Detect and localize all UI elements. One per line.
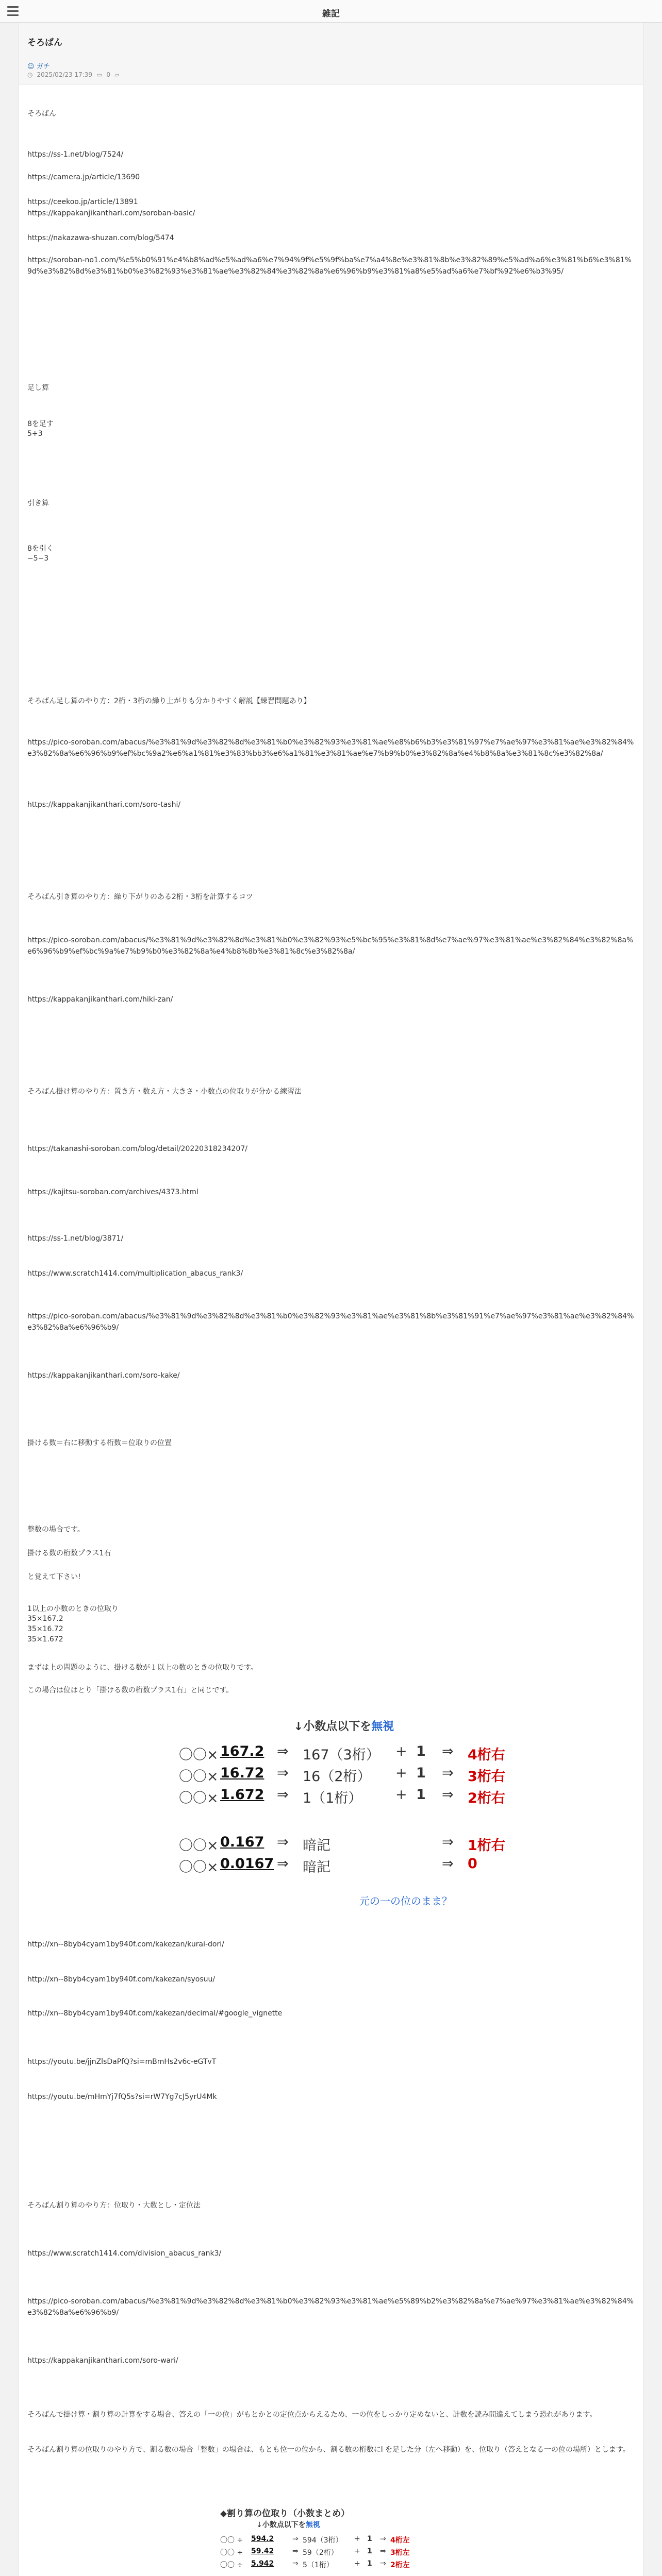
figure-cell-num: 16.72 [220, 1765, 264, 1781]
link[interactable]: http://xn--8byb4cyam1by940f.com/kakezan/decimal/#google_vignette [27, 2009, 283, 2018]
figure-cell-arrow: ⇒ [277, 1765, 289, 1781]
body-text: 35×1.672 [27, 1635, 63, 1643]
figure-cell-plus: + [395, 1765, 407, 1781]
figure-cell-mid: 暗記 [303, 1859, 330, 1875]
figure-cell-res: 4桁左 [390, 2536, 410, 2545]
body-text: 8を引く [27, 545, 54, 553]
figure-cell-res: 3桁左 [390, 2549, 410, 2557]
figure-cell-arrow: ⇒ [292, 2560, 299, 2568]
figure-title [220, 2519, 468, 2530]
figure-cell-num: 1.672 [220, 1787, 264, 1803]
figure-cell-num: 167.2 [220, 1743, 264, 1759]
figure-cell-num: 5.942 [251, 2560, 274, 2568]
body-text: 整数の場合です。 [27, 1526, 85, 1534]
figure-cell-res: 0 [468, 1856, 477, 1872]
link[interactable]: https://kajitsu-soroban.com/archives/4373.html [27, 1188, 198, 1196]
figure-cell-arrow2: ⇒ [442, 1765, 454, 1781]
body-text: そろばん割り算の位取りのやり方で、割る数の場合「整数」の場合は、もとも位一の位から、割る数の桁数にl を足した分（左へ移動）を、位取り（答えとなる一の位の場所）とします。 [27, 2446, 630, 2454]
figure-cell-arrow2: ⇒ [380, 2535, 386, 2543]
link[interactable]: https://ceekoo.jp/article/13891 [27, 198, 138, 206]
figure-cell-mid: 1（1桁） [303, 1790, 362, 1806]
figure-cell-arrow: ⇒ [277, 1856, 289, 1872]
figure-note: 元の一の位のまま？ [359, 1895, 452, 1907]
multiplication-place-value-figure [179, 1718, 509, 1913]
link[interactable]: https://kappakanjikanthari.com/soroban-basic/ [27, 209, 195, 217]
figure-cell-arrow: ⇒ [292, 2547, 299, 2555]
link[interactable]: https://kappakanjikanthari.com/soro-kake/ [27, 1371, 180, 1380]
figure-cell-arrow: ⇒ [277, 1787, 289, 1803]
figure-cell-one: 1 [416, 1765, 426, 1781]
body-text: −5−3 [27, 554, 49, 563]
post-date: 2025/02/23 17:39 [37, 71, 93, 78]
body-text: まずは上の問題のように、掛ける数が１以上の数のときの位取りです。 [27, 1664, 258, 1672]
link[interactable]: https://camera.jp/article/13690 [27, 173, 140, 181]
link[interactable]: https://soroban-no1.com/%e5%b0%91%e4%b8%ad%e5%ad%a6%e7%94%9f%e5%9f%ba%e7%a4%8e%e3%81%8b%e3%82%89%e5%ad%a6%e3%81%b6%e3%81%9d%e3%82%8d%e3%81%b0%e3%82%93%e3%81%ae%e3%82%84%e3%82%8a%e6%96%b9%e3%81%a8%e5%ad%a6%e7%bf%92%e6%b3%95/ [27, 256, 632, 276]
figure-cell-lhs: 〇〇 ÷ [220, 2536, 243, 2545]
section-heading: そろばん引き算のやり方：繰り下がりのある2桁・3桁を計算するコツ [27, 893, 253, 901]
figure-cell-plus: + [354, 2535, 360, 2543]
figure-cell-arrow2: ⇒ [380, 2547, 386, 2555]
figure-cell-mid: 16（2桁） [303, 1769, 371, 1785]
top-bar [0, 0, 662, 23]
comment-icon[interactable]: ▱ [114, 71, 120, 78]
comment-count: 0 [106, 71, 111, 78]
figure-cell-arrow: ⇒ [292, 2535, 299, 2543]
link[interactable]: https://kappakanjikanthari.com/soro-wari/ [27, 2357, 178, 2365]
post-title: そろばん [27, 38, 62, 48]
figure-cell-arrow2: ⇒ [380, 2560, 386, 2568]
body-text: そろばんで掛け算・割り算の計算をする場合、答えの「一の位」がもとかとの定位点からえるため、一の位をしっかり定めないと、計数を読み間違えてしまう恐れがあります。 [27, 2411, 597, 2419]
figure-cell-num: 59.42 [251, 2547, 274, 2555]
figure-cell-lhs: 〇〇 ÷ [220, 2549, 243, 2557]
figure-cell-mid: 暗記 [303, 1838, 330, 1854]
body-text: 8を足す [27, 420, 54, 428]
figure-cell-plus: + [395, 1743, 407, 1759]
body-text: 引き算 [27, 499, 49, 507]
figure-title-highlight: 無視 [371, 1720, 394, 1733]
figure-cell-arrow2: ⇒ [442, 1743, 454, 1759]
figure-cell-mid: 594（3桁） [303, 2536, 343, 2545]
figure-cell-lhs: 〇〇× [179, 1790, 219, 1806]
link[interactable]: https://pico-soroban.com/abacus/%e3%81%9d%e3%82%8d%e3%81%b0%e3%82%93%e3%81%ae%e8%b6%b3%e3%81%97%e7%ae%97%e3%81%ae%e3%82%84%e3%82%8a%e6%96%b9%ef%bc%9a2%e6%a1%81%e3%83%bb3%e6%a1%81%e3%81%ae%e7%b9%b0%e3%82%8a%e4%b8%8a%e3%81%8c%e3%82%8a/ [27, 738, 634, 758]
figure-cell-res: 3桁右 [468, 1769, 505, 1785]
link[interactable]: https://kappakanjikanthari.com/soro-tashi/ [27, 801, 181, 809]
figure-cell-lhs: 〇〇× [179, 1747, 219, 1763]
section-heading: そろばん割り算のやり方：位取り・大数とし・定位法 [27, 2201, 201, 2210]
link[interactable]: https://youtu.be/jjnZlsDaPfQ?si=mBmHs2v6c-eGTvT [27, 2058, 217, 2066]
link[interactable]: https://kappakanjikanthari.com/hiki-zan/ [27, 995, 173, 1004]
user-icon: ☺ [27, 63, 35, 71]
body-text: 35×16.72 [27, 1625, 63, 1633]
link[interactable]: https://pico-soroban.com/abacus/%e3%81%9d%e3%82%8d%e3%81%b0%e3%82%93%e5%bc%95%e3%81%8d%e7%ae%97%e3%81%ae%e3%82%84%e3%82%8a%e6%96%b9%ef%bc%9a%e7%b9%b0%e3%82%8a%e4%b8%8b%e3%81%8c%e3%82%8a/ [27, 936, 634, 956]
figure-title-highlight: 無視 [305, 2521, 320, 2529]
figure-cell-mid: 59（2桁） [303, 2549, 338, 2557]
figure-cell-mid: 167（3桁） [303, 1747, 380, 1763]
figure-cell-one: 1 [367, 2547, 372, 2555]
link[interactable]: https://www.scratch1414.com/division_abacus_rank3/ [27, 2249, 222, 2258]
body-text: 掛ける数＝右に移動する桁数＝位取りの位置 [27, 1439, 172, 1447]
figure-cell-one: 1 [416, 1787, 426, 1803]
body-text: 5+3 [27, 430, 43, 438]
link[interactable]: https://pico-soroban.com/abacus/%e3%81%9d%e3%82%8d%e3%81%b0%e3%82%93%e3%81%ae%e5%89%b2%e3%82%8a%e7%ae%97%e3%81%ae%e3%82%84%e3%82%8a%e6%96%b9/ [27, 2297, 634, 2317]
body-text: 足し算 [27, 384, 49, 392]
link[interactable]: https://youtu.be/mHmYj7fQ5s?si=rW7Yg7cJ5yrU4Mk [27, 2093, 217, 2101]
figure-cell-arrow: ⇒ [277, 1743, 289, 1759]
link[interactable]: https://ss-1.net/blog/3871/ [27, 1234, 124, 1243]
figure-cell-res: 2桁右 [468, 1790, 505, 1806]
post-header [19, 23, 643, 84]
figure-cell-plus: + [395, 1787, 407, 1803]
link[interactable]: https://takanashi-soroban.com/blog/detail/20220318234207/ [27, 1145, 247, 1153]
section-heading: そろばん掛け算のやり方：置き方・数え方・大きさ・小数点の位取りが分かる練習法 [27, 1088, 302, 1096]
link[interactable]: https://www.scratch1414.com/multiplication_abacus_rank3/ [27, 1269, 243, 1278]
figure-cell-one: 1 [367, 2535, 372, 2543]
article-container [19, 23, 643, 2576]
body-text: 掛ける数の桁数プラス1右 [27, 1549, 111, 1557]
figure-cell-plus: + [354, 2560, 360, 2568]
figure-cell-res: 2桁左 [390, 2561, 410, 2569]
author-link[interactable] [27, 61, 50, 71]
body-text: と覚えて下さい! [27, 1573, 81, 1581]
section-heading: そろばん足し算のやり方：2桁・3桁の繰り上がりも分かりやすく解説【練習問題あり】 [27, 697, 311, 705]
body-text: 35×167.2 [27, 1615, 63, 1623]
figure-cell-lhs: 〇〇 ÷ [220, 2561, 243, 2569]
link[interactable]: http://xn--8byb4cyam1by940f.com/kakezan/kurai-dori/ [27, 1940, 224, 1948]
figure-cell-lhs: 〇〇× [179, 1769, 219, 1785]
figure-title-text: ↓小数点以下を [256, 2521, 306, 2529]
figure-cell-lhs: 〇〇× [179, 1859, 219, 1875]
figure-cell-num: 0.167 [220, 1834, 264, 1850]
folder-icon: ▭ [96, 71, 103, 78]
author-name: ガチ [36, 63, 50, 71]
figure-cell-arrow2: ⇒ [442, 1856, 454, 1872]
figure-title [179, 1718, 509, 1734]
figure-title-text: ↓小数点以下を [293, 1720, 372, 1733]
body-text: この場合は位はとり「掛ける数の桁数プラス1右」と同じです。 [27, 1686, 234, 1694]
figure-cell-lhs: 〇〇× [179, 1838, 219, 1854]
figure-cell-one: 1 [416, 1743, 426, 1759]
figure-cell-one: 1 [367, 2560, 372, 2568]
link[interactable]: https://ss-1.net/blog/7524/ [27, 150, 124, 159]
figure-heading: ◆割り算の位取り（小数まとめ） [220, 2509, 350, 2519]
body-text: 1以上の小数のときの位取り [27, 1605, 119, 1613]
figure-cell-arrow: ⇒ [277, 1834, 289, 1850]
figure-cell-num: 0.0167 [220, 1856, 274, 1872]
figure-cell-arrow2: ⇒ [442, 1834, 454, 1850]
body-text: そろばん [27, 110, 56, 118]
figure-cell-mid: 5（1桁） [303, 2561, 334, 2569]
link[interactable]: http://xn--8byb4cyam1by940f.com/kakezan/syosuu/ [27, 1975, 216, 1984]
link[interactable]: https://nakazawa-shuzan.com/blog/5474 [27, 234, 174, 242]
figure-cell-res: 4桁右 [468, 1747, 505, 1763]
link[interactable]: https://pico-soroban.com/abacus/%e3%81%9d%e3%82%8d%e3%81%b0%e3%82%93%e3%81%ae%e3%81%8b%e3%81%91%e7%ae%97%e3%81%ae%e3%82%84%e3%82%8a%e6%96%b9/ [27, 1312, 634, 1332]
figure-cell-num: 594.2 [251, 2535, 274, 2543]
app-title: 雑記 [322, 9, 340, 19]
post-meta [27, 71, 119, 78]
figure-cell-arrow2: ⇒ [442, 1787, 454, 1803]
figure-cell-res: 1桁右 [468, 1838, 505, 1854]
clock-icon: ◷ [27, 71, 33, 78]
division-place-value-figure [220, 2506, 468, 2576]
figure-cell-plus: + [354, 2547, 360, 2555]
